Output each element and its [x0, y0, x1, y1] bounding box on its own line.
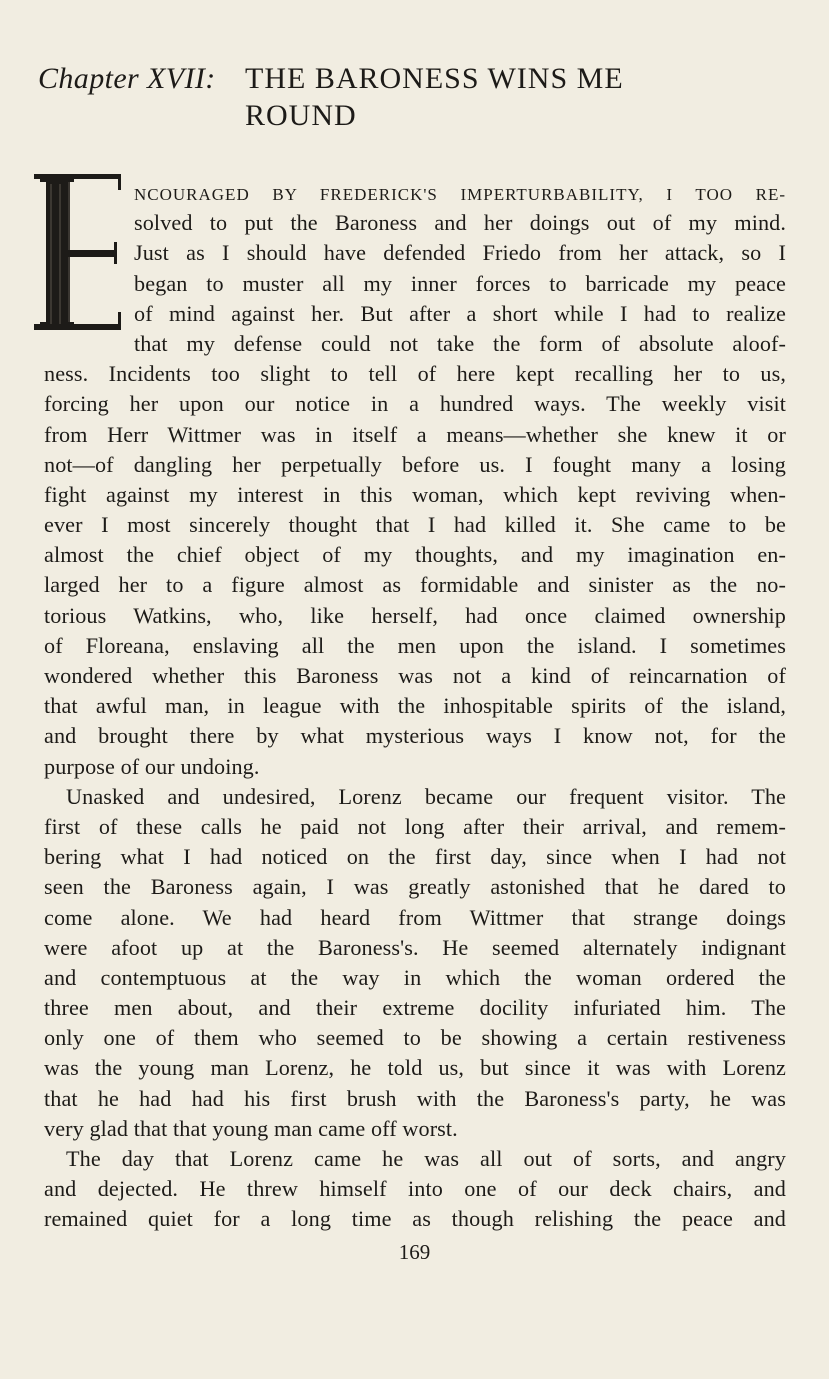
- text-line: solved to put the Baroness and her doings out of my mind.: [134, 210, 786, 236]
- chapter-title-line-2: ROUND: [245, 99, 357, 132]
- text-line: that my defense could not take the form of absolute aloof-: [134, 330, 786, 356]
- text-line: was the young man Lorenz, he told us, but since it was with Lorenz: [44, 1055, 786, 1081]
- text-line: purpose of our undoing.: [44, 753, 260, 779]
- text-line: ness. Incidents too slight to tell of here kept recalling her to us,: [44, 361, 786, 387]
- chapter-label: Chapter XVII:: [38, 62, 216, 95]
- text-line: very glad that that young man came off worst.: [44, 1115, 458, 1141]
- text-line: of Floreana, enslaving all the men upon the island. I sometimes: [44, 632, 786, 658]
- text-line: from Herr Wittmer was in itself a means—whether she knew it or: [44, 421, 786, 447]
- text-line: and dejected. He threw himself into one of our deck chairs, and: [44, 1176, 786, 1202]
- text-line: come alone. We had heard from Wittmer that strange doings: [44, 904, 786, 930]
- text-line: only one of them who seemed to be showing a certain restiveness: [44, 1025, 786, 1051]
- text-line: forcing her upon our notice in a hundred ways. The weekly visit: [44, 391, 786, 417]
- text-line: bering what I had noticed on the first day, since when I had not: [44, 844, 786, 870]
- text-line: and brought there by what mysterious ways I know not, for the: [44, 723, 786, 749]
- paragraph-2: [44, 782, 786, 1144]
- text-line: that awful man, in league with the inhospitable spirits of the island,: [44, 693, 786, 719]
- text-line: larged her to a figure almost as formidable and sinister as the no-: [44, 572, 786, 598]
- text-line: began to muster all my inner forces to barricade my peace: [134, 270, 786, 296]
- page-number: 169: [398, 1240, 431, 1264]
- chapter-title-line-1: THE BARONESS WINS ME: [245, 62, 624, 95]
- text-line: first of these calls he paid not long after their arrival, and remem-: [44, 813, 786, 839]
- text-line: [134, 178, 786, 208]
- paragraph-3: [44, 1144, 786, 1235]
- text-line: and contemptuous at the way in which the woman ordered the: [44, 964, 786, 990]
- chapter-title: [245, 60, 715, 134]
- text-line: ever I most sincerely thought that I had killed it. She came to be: [44, 512, 786, 538]
- text-line: that he had had his first brush with the Baroness's party, he was: [44, 1085, 786, 1111]
- text-line: three men about, and their extreme docility infuriated him. The: [44, 995, 786, 1021]
- text-line: of mind against her. But after a short while I had to realize: [134, 300, 786, 326]
- text-line: Unasked and undesired, Lorenz became our frequent visitor. The: [66, 783, 786, 809]
- text-line: seen the Baroness again, I was greatly astonished that he dared to: [44, 874, 786, 900]
- text-line: The day that Lorenz came he was all out of sorts, and angry: [66, 1146, 786, 1171]
- body-text: [44, 178, 786, 1235]
- text-line: fight against my interest in this woman, which kept reviving when-: [44, 481, 786, 507]
- text-line: not—of dangling her perpetually before us. I fought many a losing: [44, 451, 786, 477]
- text-line: Just as I should have defended Friedo from her attack, so I: [134, 240, 786, 266]
- text-line: were afoot up at the Baroness's. He seemed alternately indignant: [44, 934, 786, 960]
- text-line: wondered whether this Baroness was not a kind of reincarnation of: [44, 663, 786, 688]
- text-line: torious Watkins, who, like herself, had once claimed ownership: [44, 602, 786, 628]
- small-caps-opening: NCOURAGED BY FREDERICK'S IMPERTURBABILITY, I TOO RE-: [134, 185, 786, 204]
- paragraph-1: [44, 178, 786, 782]
- text-line: almost the chief object of my thoughts, and my imagination en-: [44, 542, 786, 568]
- text-line: remained quiet for a long time as though relishing the peace and: [44, 1206, 786, 1232]
